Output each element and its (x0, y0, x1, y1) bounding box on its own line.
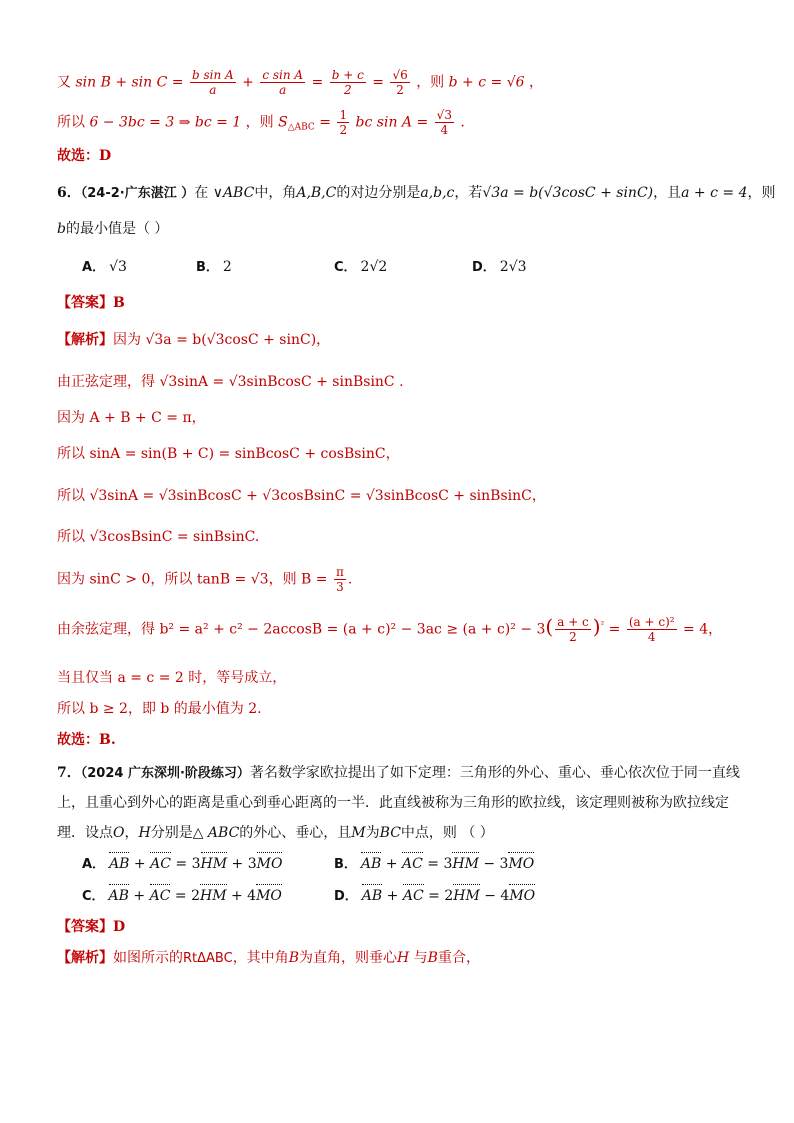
text: 著名数学家欧拉提出了如下定理：三角形的外心、重心、垂心依次位于同一直线 (249, 765, 740, 781)
text: ，则 (416, 74, 445, 91)
q7-stem-line-2: 上，且重心到外心的距离是重心到垂心距离的一半．此直线被称为三角形的欧拉线，该定理则被称为欧拉线定 (57, 795, 729, 811)
math: B (427, 950, 438, 966)
vector: MO (509, 888, 536, 904)
text: 为直角，则垂心 (298, 950, 397, 966)
q6-option-c[interactable] (334, 257, 387, 278)
math: RtΔABC (183, 951, 233, 966)
text: . (347, 571, 353, 588)
q6-choose: 故选：B. (57, 732, 116, 748)
denominator: 3 (336, 580, 344, 594)
denominator: a (209, 83, 217, 97)
answer-label: 【答案】 (57, 295, 113, 311)
math: sin B + sin C = (75, 74, 188, 91)
option-value: 2√2 (360, 259, 388, 275)
paren-open: ( (545, 614, 554, 639)
text: 的最小值是（ ） (65, 221, 169, 237)
denominator: 2 (569, 630, 577, 644)
coefficient: 3 (443, 856, 453, 872)
q6-analysis-2: 由正弦定理，得 √3sinA = √3sinBcosC + sinBsinC . (57, 374, 404, 390)
q6-stem-line-2 (57, 219, 754, 239)
q6-analysis-9: 当且仅当 a = c = 2 时，等号成立， (57, 670, 287, 686)
text: 理．设点 (57, 825, 113, 841)
text: 与 (409, 950, 428, 966)
vector: HM (199, 888, 227, 904)
fraction (260, 68, 305, 97)
prev-line-1 (57, 68, 754, 97)
q7-option-a[interactable]: A． AB + AC = 3HM + 3MO (82, 856, 283, 872)
fraction (627, 615, 677, 644)
math: a,b,c (420, 185, 455, 201)
operator: − (484, 888, 496, 904)
math: b (57, 221, 66, 237)
math: a + c = 4 (681, 185, 748, 201)
prev-line-2 (57, 108, 754, 138)
text: . (460, 114, 465, 131)
question-number: 6． (57, 185, 81, 201)
analysis-label: 【解析】 (57, 950, 113, 966)
math: ∨ABC (212, 185, 255, 201)
question-number: 7． (57, 765, 81, 781)
q6-analysis-4: 所以 sinA = sin(B + C) = sinBcosC + cosBsinC， (57, 446, 400, 462)
area-symbol: S (278, 114, 288, 131)
vector: MO (256, 888, 282, 904)
operator: + (231, 856, 244, 872)
text: 中，角 (254, 185, 297, 201)
paren-close: ) (592, 614, 601, 639)
vector: MO (508, 856, 535, 872)
q7-stem-line-1 (57, 763, 754, 784)
math: B (288, 950, 299, 966)
operator: + (230, 888, 243, 904)
denominator: 4 (647, 630, 656, 644)
numerator: √6 (392, 68, 408, 82)
answer-value: D (113, 919, 126, 935)
denominator: 2 (339, 123, 348, 137)
text: 的外心、垂心，且 (239, 825, 352, 841)
denominator: 2 (343, 83, 352, 97)
operator: = (372, 74, 389, 91)
text: ，若 (454, 185, 483, 201)
operator: = (311, 74, 328, 91)
vector: AC (149, 888, 171, 904)
q6-analysis-5: 所以 √3sinA = √3sinBcosC + √3cosBsinC = √3sinBcosC + sinBsinC， (57, 488, 546, 504)
denominator: 2 (396, 83, 404, 97)
operator: + (242, 74, 259, 91)
option-letter: A． (82, 857, 106, 872)
fraction (334, 565, 346, 594)
math: b + c = √6 (448, 74, 525, 91)
text: 分别是 (150, 825, 193, 841)
operator: − (483, 856, 496, 872)
q6-option-a[interactable] (82, 257, 127, 278)
question-source: （2024 广东深圳·阶段练习） (80, 766, 250, 781)
fraction (330, 68, 366, 97)
option-letter: B． (196, 260, 219, 275)
numerator: (a + c)² (628, 615, 675, 629)
fraction (555, 615, 591, 644)
coefficient: 4 (247, 888, 257, 904)
vector: AB (361, 888, 383, 904)
option-letter: C． (334, 260, 357, 275)
q7-analysis-1 (57, 948, 754, 969)
text: 中点，则 （ ） (400, 825, 494, 841)
fraction (390, 68, 409, 97)
coefficient: 3 (191, 856, 201, 872)
text: ， (124, 825, 139, 841)
text: 又 (57, 74, 71, 91)
denominator: a (279, 83, 287, 97)
vector: MO (256, 856, 283, 872)
text: 为 (365, 825, 380, 841)
math: BC (379, 825, 401, 841)
q7-answer (57, 917, 754, 937)
text: 在 (194, 185, 209, 201)
option-letter: C． (82, 889, 105, 904)
text: ，且 (653, 185, 682, 201)
text: 重合， (437, 950, 480, 966)
numerator: b + c (331, 68, 364, 82)
option-letter: B． (334, 857, 357, 872)
numerator: √3 (436, 108, 452, 122)
q6-analysis-10: 所以 b ≥ 2，即 b 的最小值为 2. (57, 701, 262, 717)
analysis-step: 由余弦定理，得 b² = a² + c² − 2accosB = (a + c)² − 3ac ≥ (a + c)² − 3 (57, 621, 546, 638)
answer-label: 【答案】 (57, 919, 113, 935)
math: O (113, 825, 125, 841)
option-letter: D． (334, 889, 358, 904)
option-letter: A． (82, 260, 106, 275)
vector: AB (360, 856, 382, 872)
math: 6 − 3bc = 3 ⇒ bc = 1 (89, 114, 242, 131)
option-letter: D． (472, 260, 496, 275)
subscript: △ABC (287, 122, 315, 133)
math: A,B,C (296, 185, 337, 201)
analysis-step: 因为 √3a = b(√3cosC + sinC)， (113, 332, 331, 348)
math: H (396, 950, 410, 966)
text: ，则 (747, 185, 776, 201)
q7-option-c[interactable]: C． AB + AC = 2HM + 4MO (82, 888, 282, 904)
vector: AB (109, 856, 130, 872)
q6-analysis-3: 因为 A + B + C = π， (57, 410, 206, 426)
q7-stem-line-3 (57, 823, 754, 843)
operator: = (319, 114, 336, 131)
q7-option-d[interactable]: D． AB + AC = 2HM − 4MO (334, 888, 536, 904)
text: 的对边分别是 (336, 185, 421, 201)
coefficient: 3 (247, 856, 257, 872)
q7-option-b[interactable]: B． AB + AC = 3HM − 3MO (334, 856, 535, 872)
q6-stem-line-1 (57, 183, 776, 204)
text: ，其中角 (232, 950, 289, 966)
superscript: ² (600, 620, 605, 631)
vector: HM (453, 888, 480, 904)
q6-analysis-8 (57, 615, 754, 651)
analysis-label: 【解析】 (57, 332, 113, 348)
option-value: 2√3 (499, 259, 527, 275)
vector: HM (200, 856, 228, 872)
q6-answer (57, 293, 754, 313)
vector: AC (401, 856, 423, 872)
q6-analysis-6: 所以 √3cosBsinC = sinBsinC. (57, 529, 260, 545)
numerator: 1 (339, 108, 348, 122)
numerator: c sin A (262, 68, 304, 82)
q6-option-d[interactable] (472, 257, 527, 278)
q6-option-b[interactable] (196, 257, 232, 278)
coefficient: 2 (444, 888, 454, 904)
math: bc sin A = (355, 114, 433, 131)
numerator: π (335, 565, 344, 579)
coefficient: 3 (499, 856, 509, 872)
text: 所以 (57, 114, 85, 131)
operator: = (604, 621, 625, 638)
answer-value: B (113, 295, 125, 311)
coefficient: 2 (191, 888, 200, 904)
math: √3a = b(√3cosC + sinC) (482, 185, 654, 201)
vector: AC (402, 888, 424, 904)
fraction (190, 68, 236, 97)
math: M (351, 825, 366, 841)
vector: AC (150, 856, 171, 872)
vector: AB (108, 888, 129, 904)
fraction (435, 108, 454, 137)
text: = 4， (678, 621, 723, 638)
text: ， (529, 74, 543, 91)
denominator: 4 (440, 123, 449, 137)
numerator: b sin A (191, 68, 234, 82)
math: H (138, 825, 151, 841)
analysis-step: 因为 sinC > 0，所以 tanB = √3，则 B = (57, 571, 332, 588)
question-source: （24-2·广东湛江 ） (80, 186, 195, 201)
vector: HM (452, 856, 479, 872)
prev-choose: 故选：D (57, 148, 112, 164)
q6-analysis-1 (57, 330, 754, 350)
math: △ ABC (192, 825, 240, 841)
coefficient: 4 (500, 888, 510, 904)
option-value: √3 (109, 259, 127, 275)
q6-analysis-7 (57, 565, 754, 597)
option-value: 2 (222, 259, 232, 275)
text: ，则 (245, 114, 274, 131)
numerator: a + c (557, 615, 589, 629)
fraction (337, 108, 349, 137)
text: 如图所示的 (113, 950, 183, 966)
